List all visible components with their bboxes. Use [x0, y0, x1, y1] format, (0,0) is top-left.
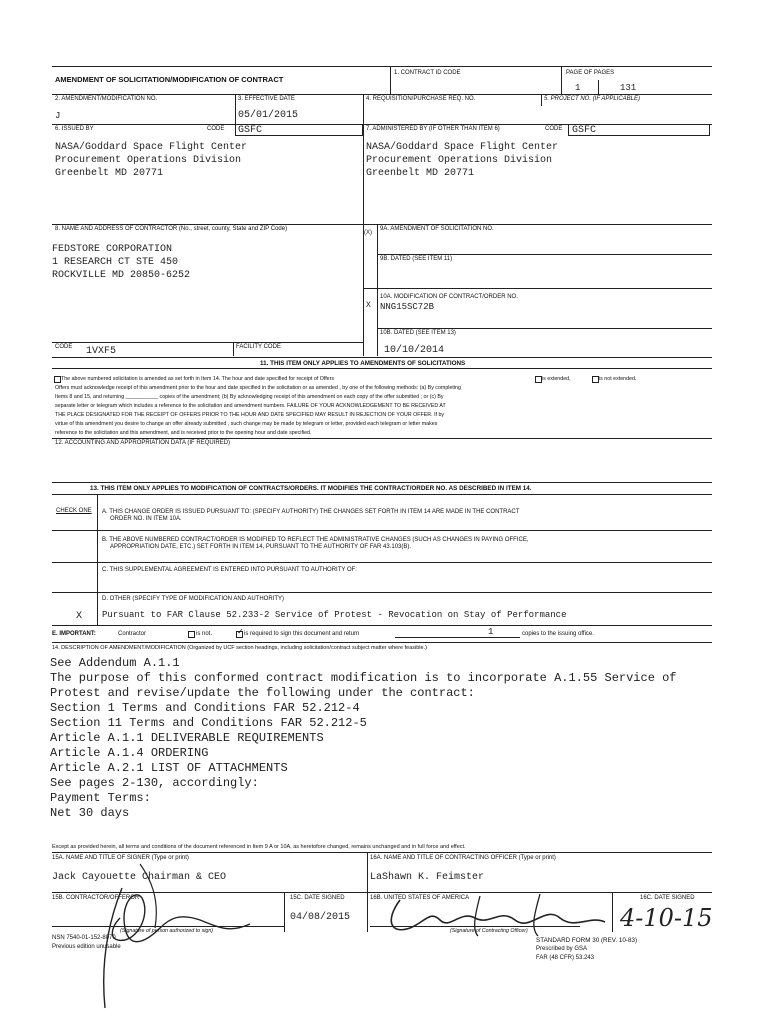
- divider: [541, 94, 542, 106]
- contractor-code: 1VXF5: [86, 346, 117, 357]
- amended-checkbox[interactable]: [54, 376, 61, 383]
- divider: [367, 852, 368, 892]
- rule: [52, 438, 712, 439]
- amendment-no-label: 2. AMENDMENT/MODIFICATION NO.: [55, 96, 158, 102]
- check-one-label: CHECK ONE: [56, 508, 92, 514]
- admin-line-3: Greenbelt MD 20771: [366, 168, 475, 179]
- item13d-text: D. OTHER (SPECIFY TYPE OF MODIFICATION AND AUTHORITY): [102, 596, 285, 602]
- rule: [363, 288, 712, 289]
- contractor-line-1: FEDSTORE CORPORATION: [52, 244, 173, 255]
- contractor-line-2: 1 RESEARCH CT STE 450: [52, 257, 179, 268]
- item11-line-3: Items 8 and 15, and returning ___________ copies of the amendment; (b) By acknowledging receipt of this amendment on each copy of the offer submitted ; or (c) By: [55, 394, 444, 400]
- effective-date: 05/01/2015: [238, 110, 299, 121]
- rule: [52, 642, 712, 643]
- item13a-text: A. THIS CHANGE ORDER IS ISSUED PURSUANT TO: (SPECIFY AUTHORITY) THE CHANGES SET FORTH IN ITEM 14 ARE MADE IN THE CONTRACT: [102, 509, 520, 515]
- officer-name: LaShawn K. Feimster: [370, 872, 485, 883]
- issued-line-3: Greenbelt MD 20771: [55, 168, 164, 179]
- item13b-text: B. THE ABOVE NUMBERED CONTRACT/ORDER IS MODIFIED TO REFLECT THE ADMINISTRATIVE CHANGES (SUCH AS CHANGES IN PAYING OFFICE,: [102, 537, 529, 543]
- nsn-number: NSN 7540-01-152-8070: [52, 935, 116, 941]
- page-count: 131: [620, 83, 637, 93]
- contractor-label: 8. NAME AND ADDRESS OF CONTRACTOR (No., street, county, State and ZIP Code): [55, 226, 288, 232]
- is-required-check-mark: ✓: [237, 627, 244, 636]
- issued-line-2: Procurement Operations Division: [55, 155, 242, 166]
- issued-line-1: NASA/Goddard Space Flight Center: [55, 142, 248, 153]
- item13c-text: C. THIS SUPPLEMENTAL AGREEMENT IS ENTERED INTO PURSUANT TO AUTHORITY OF:: [102, 567, 357, 573]
- important-label: E. IMPORTANT:: [52, 631, 96, 637]
- copies-line: [470, 637, 520, 638]
- admin-line-2: Procurement Operations Division: [366, 155, 553, 166]
- signer-name: Jack Cayouette Chairman & CEO: [52, 872, 227, 883]
- rule: [52, 592, 712, 593]
- desc-line: Article A.1.4 ORDERING: [50, 746, 209, 760]
- divider: [235, 94, 236, 124]
- date-signed-15c-label: 15C. DATE SIGNED: [290, 895, 345, 901]
- rule: [52, 482, 712, 483]
- desc-line: Section 11 Terms and Conditions FAR 52.212-5: [50, 716, 367, 730]
- copies-count: 1: [488, 627, 494, 637]
- divider: [390, 66, 391, 94]
- not-extended-label: is not extended.: [599, 376, 637, 382]
- dated-10b-value: 10/10/2014: [384, 345, 445, 356]
- date-signed-16c: 4-10-15: [620, 904, 713, 932]
- date-signed-16c-label: 16C. DATE SIGNED: [640, 895, 695, 901]
- top-rule: [52, 66, 712, 67]
- officer-signature: [380, 890, 620, 940]
- officer-sig-sub: (Signature of Contracting Officer): [450, 928, 528, 934]
- contractor-sig-sub: (Signature of person authorized to sign): [120, 928, 214, 934]
- date-signed-15c: 04/08/2015: [290, 912, 351, 923]
- officer-name-label: 16A. NAME AND TITLE OF CONTRACTING OFFICER (Type or print): [370, 855, 556, 861]
- modification-10a-value: NNG15SC72B: [380, 302, 435, 312]
- rule: [52, 494, 712, 495]
- contractor-word: Contractor: [118, 631, 147, 637]
- not-extended-checkbox[interactable]: [592, 376, 599, 383]
- rule: [52, 530, 712, 531]
- divider: [377, 224, 378, 356]
- divider: [363, 124, 364, 224]
- rule: [52, 368, 712, 369]
- item11-line-6: virtue of this amendment you desire to change an offer already submitted , such change may be made by telegram or letter, provided each telegram or letter makes: [55, 421, 438, 427]
- item13-heading: 13. THIS ITEM ONLY APPLIES TO MODIFICATION OF CONTRACTS/ORDERS. IT MODIFIES THE CONTRACT/ORDER NO. AS DESCRIBED IN ITEM 14.: [90, 485, 532, 492]
- project-no-label: 5. PROJECT NO. (IF APPLICABLE): [544, 96, 641, 102]
- is-not-label: is not.: [196, 631, 213, 637]
- copies-text: copies to the issuing office.: [522, 631, 594, 637]
- divider: [598, 80, 599, 94]
- issued-by-label: 6. ISSUED BY: [55, 126, 94, 132]
- dated-9b-label: 9B. DATED (SEE ITEM 11): [380, 256, 453, 262]
- divider: [363, 94, 364, 124]
- desc-line: Payment Terms:: [50, 791, 151, 805]
- item11-line-7: reference to the solicitation and this amendment, and is received prior to the opening hour and date specified.: [55, 430, 312, 436]
- rule: [377, 328, 712, 329]
- requisition-label: 4. REQUISITION/PURCHASE REQ. NO.: [366, 96, 476, 102]
- signer-name-label: 15A. NAME AND TITLE OF SIGNER (Type or print): [52, 855, 189, 861]
- code-label: CODE: [55, 344, 73, 350]
- admin-code: GSFC: [572, 125, 597, 136]
- facility-code-label: FACILITY CODE: [236, 344, 281, 350]
- item11-line-2: Offers must acknowledge receipt of this amendment prior to the hour and date specified in the solicitation or as amended , by one of the following methods: (a) By completing: [55, 385, 461, 391]
- rule: [52, 852, 712, 853]
- previous-edition: Previous edition unusable: [52, 944, 121, 950]
- except-text: Except as provided herein, all terms and conditions of the document referenced in Item 9 A or 10A, as heretofore changed, remains unchanged and in full force and effect.: [52, 844, 466, 850]
- extended-label: is extended,: [542, 376, 571, 382]
- desc-line: The purpose of this conformed contract modification is to incorporate A.1.55 Service of: [50, 671, 677, 685]
- desc-line: Section 1 Terms and Conditions FAR 52.212-4: [50, 701, 360, 715]
- is-required-label: is required to sign this document and return: [244, 631, 360, 637]
- item11-line-5: THE PLACE DESIGNATED FOR THE RECEIPT OF OFFERS PRIOR TO THE HOUR AND DATE SPECIFIED MAY RESULT IN REJECTION OF YOUR OFFER. If by: [55, 412, 445, 418]
- extended-checkbox[interactable]: [535, 376, 542, 383]
- rule: [52, 625, 712, 626]
- rule: [52, 562, 712, 563]
- desc-line: Protest and revise/update the following under the contract:: [50, 686, 475, 700]
- modification-10a-mark: X: [366, 301, 371, 310]
- contractor-line-3: ROCKVILLE MD 20850-6252: [52, 270, 191, 281]
- dated-10b-label: 10B. DATED (SEE ITEM 13): [380, 330, 456, 336]
- rule: [52, 357, 712, 358]
- contractor-sig-label: 15B. CONTRACTOR/OFFEROR: [52, 895, 140, 901]
- page-label: PAGE OF PAGES: [566, 70, 615, 76]
- blank-line: [395, 637, 470, 638]
- item13d-value: Pursuant to FAR Clause 52.233-2 Service of Protest - Revocation on Stay of Performance: [102, 610, 567, 620]
- administered-by-label: 7. ADMINISTERED BY (IF OTHER THAN ITEM 6): [366, 126, 500, 132]
- x-column-label: (X): [364, 230, 372, 236]
- item14-label: 14. DESCRIPTION OF AMENDMENT/MODIFICATION (Organized by UCF section headings, including solicitation/contract subject matter where feasible.): [52, 645, 427, 651]
- prescribed-by: Prescribed by GSA: [536, 946, 588, 952]
- desc-line: See pages 2-130, accordingly:: [50, 776, 259, 790]
- contract-id-label: 1. CONTRACT ID CODE: [394, 70, 461, 76]
- item12-label: 12. ACCOUNTING AND APPROPRIATION DATA (IF REQUIRED): [55, 440, 231, 446]
- rule: [52, 342, 363, 343]
- desc-line: Article A.2.1 LIST OF ATTACHMENTS: [50, 761, 288, 775]
- amendment-no: J: [55, 111, 61, 121]
- item13a-text-2: ORDER NO. IN ITEM 10A.: [110, 516, 182, 522]
- desc-line: See Addendum A.1.1: [50, 656, 180, 670]
- standard-form: STANDARD FORM 30 (REV. 10-83): [536, 937, 638, 944]
- admin-line-1: NASA/Goddard Space Flight Center: [366, 142, 559, 153]
- item13b-text-2: APPROPRIATION DATE, ETC.) SET FORTH IN ITEM 14, PURSUANT TO THE AUTHORITY OF FAR 43.103(B).: [110, 544, 412, 550]
- item13d-mark: X: [76, 611, 83, 622]
- item11-heading: 11. THIS ITEM ONLY APPLIES TO AMENDMENTS OF SOLICITATIONS: [260, 360, 466, 367]
- is-not-checkbox[interactable]: [188, 631, 195, 638]
- divider: [363, 224, 364, 356]
- effective-date-label: 3. EFFECTIVE DATE: [238, 96, 295, 102]
- issued-code-label: CODE: [207, 126, 225, 132]
- issued-code: GSFC: [238, 125, 263, 136]
- admin-code-label: CODE: [545, 126, 563, 132]
- desc-line: Net 30 days: [50, 806, 130, 820]
- amendment-9a-label: 9A. AMENDMENT OF SOLICITATION NO.: [380, 226, 494, 232]
- page-number: 1: [575, 83, 581, 93]
- item11-line-1: The above numbered solicitation is amended as set forth in Item 14. The hour and date specified for receipt of Offers: [61, 376, 335, 382]
- divider: [284, 892, 285, 932]
- form-title: AMENDMENT OF SOLICITATION/MODIFICATION OF CONTRACT: [55, 75, 284, 84]
- divider: [561, 66, 562, 94]
- divider: [233, 342, 234, 356]
- far-reference: FAR (48 CFR) 53.243: [536, 955, 595, 961]
- usa-sig-label: 16B. UNITED STATES OF AMERICA: [370, 895, 470, 901]
- divider: [97, 494, 98, 625]
- modification-10a-label: 10A. MODIFICATION OF CONTRACT/ORDER NO.: [380, 294, 518, 300]
- item11-line-4: separate letter or telegram which includes a reference to the solicitation and amendment numbers. FAILURE OF YOUR ACKNOWLEDGEMENT TO BE RECEIVED AT: [55, 403, 446, 409]
- rule: [52, 224, 712, 225]
- divider: [367, 892, 368, 932]
- rule: [52, 94, 712, 95]
- rule: [377, 254, 712, 255]
- desc-line: Article A.1.1 DELIVERABLE REQUIREMENTS: [50, 731, 324, 745]
